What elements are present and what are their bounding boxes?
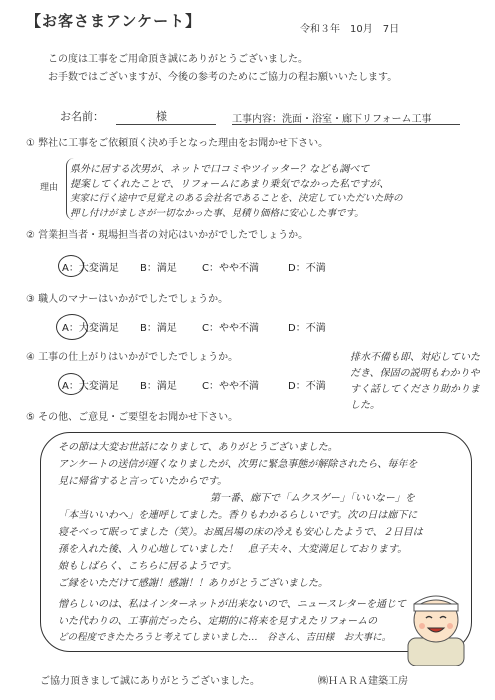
reason-line-3: 実家に行く途中で見覚えのある会社名であることを、決定していただいた時の [70, 193, 403, 204]
comment-line: ご縁をいただけて感謝！感謝！！ありがとうございました。 [58, 578, 328, 589]
q2-option-c: C：やや不満 [202, 263, 259, 274]
intro-line-1: この度は工事をご用命頂き誠にありがとうございました。 [48, 54, 308, 65]
comment-line: 憎らしいのは、私はインターネットが出来ないので、ニュースレターを通じて [58, 599, 406, 610]
q3-option-a: A：大変満足 [62, 323, 119, 334]
q4-option-a: A：大変満足 [62, 381, 119, 392]
company-name: ㈱ＨＡＲＡ建築工房 [318, 676, 408, 687]
comment-line: どの程度できたたろうと考えてしまいました… 谷さん、吉田様 お大事に。 [58, 632, 392, 643]
q4-option-d: D：不満 [288, 381, 326, 392]
q4-option-c: C：やや不満 [202, 381, 259, 392]
q3-option-d: D：不満 [288, 323, 326, 334]
comment-line: 寝そべって眠ってました（笑）。お風呂場の床の冷えも安心したようで、２日目は [58, 527, 423, 538]
name-suffix: 様 [156, 110, 167, 123]
survey-date: 令和３年 10月 7日 [300, 24, 400, 35]
q3-option-b: B：満足 [140, 323, 177, 334]
footer-thanks: ご協力頂きまして誠にありがとうございました。 [40, 676, 260, 687]
name-underline [116, 124, 216, 125]
reason-line-1: 県外に居する次男が、ネットで口コミやツイッター？なども調べて [70, 164, 370, 175]
comment-line: 孫を入れた後、入り心地していました！ 息子夫々、大変満足しております。 [58, 544, 408, 555]
reason-line-2: 提案してくれたことで、リフォームにあまり乗気でなかった私ですが、 [70, 179, 390, 190]
intro-line-2: お手数ではございますが、今後の参考のためにご協力の程お願いいたします。 [48, 72, 398, 83]
question-4: ④ 工事の仕上がりはいかがでしたでしょうか。 [26, 352, 239, 363]
question-1: ① 弊社に工事をご依頼頂く決め手となった理由をお聞かせ下さい。 [26, 138, 329, 149]
question-2: ② 営業担当者・現場担当者の対応はいかがでしたでしょうか。 [26, 230, 309, 241]
comment-line: 娘もしばらく、こちらに居るようです。 [58, 561, 237, 572]
mascot-illustration [400, 586, 472, 670]
q3-option-c: C：やや不満 [202, 323, 259, 334]
side-comment: 排水不備も即、対応していただき、保固の説明もわかりやすく話してくださり助かりました。 [350, 352, 480, 411]
comment-line: 「本当いいわへ」を連呼してました。香りもわかるらしいです。次の日は廊下に [58, 510, 418, 521]
work-content-underline [232, 124, 460, 125]
q2-option-b: B：満足 [140, 263, 177, 274]
comment-line: アンケートの送信が遅くなりましたが、次男に緊急事態が解除されたら、毎年を [58, 459, 418, 470]
q2-option-a: A：大変満足 [62, 263, 119, 274]
q2-option-d: D：不満 [288, 263, 326, 274]
q4-option-b: B：満足 [140, 381, 177, 392]
question-3: ③ 職人のマナーはいかがでしたでしょうか。 [26, 294, 229, 305]
reason-line-4: 押し付けがましさが一切なかった事、見積り価格に安心した事です。 [70, 208, 364, 219]
comment-line: その節は大変お世話になりまして、ありがとうございました。 [58, 442, 338, 453]
work-content-label: 工事内容：洗面・浴室・廊下リフォーム工事 [232, 114, 432, 125]
reason-label: 理由 [40, 183, 59, 193]
survey-title: 【お客さまアンケート】 [26, 12, 202, 30]
comment-line: いた代わりの、工事前だったら、定期的に将来を見すえたリフォームの [58, 616, 378, 627]
question-5: ⑤ その他、ご意見・ご要望をお聞かせ下さい。 [26, 412, 239, 423]
comment-line: 見に帰省すると言っていたからです。 [58, 476, 228, 487]
comment-line: 第一番、廊下で「ムクスゲー」「いいなー」を [210, 493, 415, 504]
name-label: お名前： [60, 110, 104, 123]
